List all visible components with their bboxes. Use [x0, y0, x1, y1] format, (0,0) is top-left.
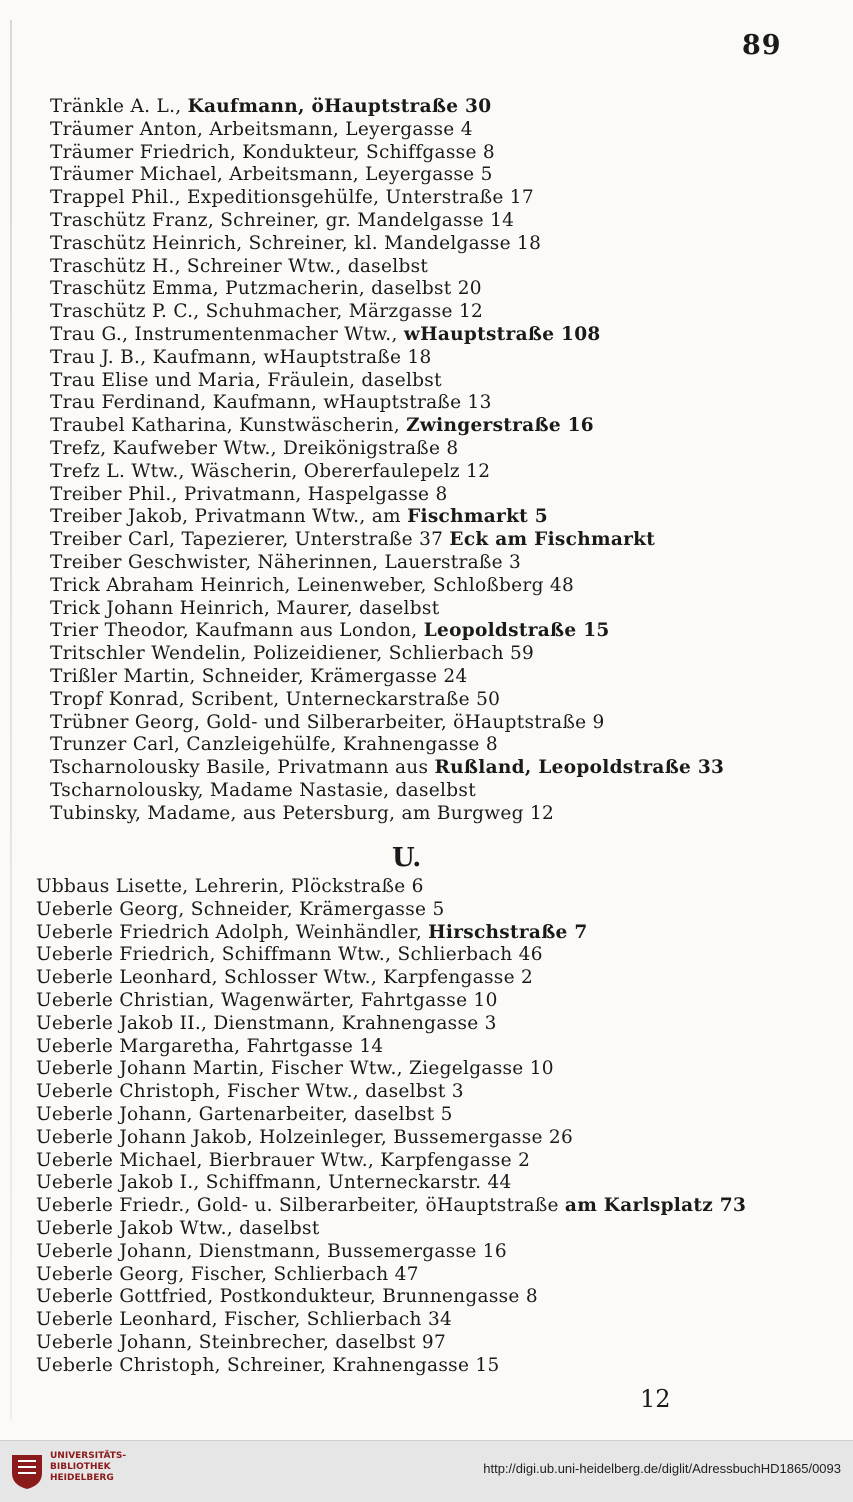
logo-line: BIBLIOTHEK	[50, 1462, 111, 1472]
directory-entry	[50, 164, 493, 186]
entry-bold-text: Zwingerstraße 16	[406, 415, 594, 437]
directory-entry	[50, 324, 601, 346]
entry-bold-text: am Karlsplatz 73	[564, 1195, 747, 1217]
directory-entry	[36, 1036, 383, 1058]
entry-bold-text: Rußland, Leopoldstraße 33	[434, 757, 725, 779]
entry-text: Ueberle Jakob I., Schiffmann, Unterneckarstr. 44	[36, 1172, 512, 1194]
directory-entry	[50, 620, 610, 642]
directory-entry	[50, 233, 541, 255]
logo-line: HEIDELBERG	[50, 1473, 114, 1483]
logo-line: UNIVERSITÄTS-	[50, 1451, 127, 1461]
entry-text: Ueberle Johann, Gartenarbeiter, daselbst 5	[36, 1104, 453, 1125]
directory-entry	[50, 415, 594, 437]
directory-entry	[36, 1172, 512, 1194]
entry-text: Ueberle Johann Jakob, Holzeinleger, Bussemergasse 26	[36, 1126, 574, 1148]
entry-text: Trick Johann Heinrich, Maurer, daselbst	[50, 597, 440, 619]
directory-entry	[36, 1081, 464, 1103]
entry-text: Trau Ferdinand, Kaufmann, wHauptstraße 13	[50, 392, 492, 414]
entry-text: Trick Abraham Heinrich, Leinenweber, Schloßberg 48	[50, 574, 575, 596]
entry-text: Träumer Friedrich, Kondukteur, Schiffgasse 8	[50, 141, 495, 163]
viewer-footer	[0, 1440, 853, 1502]
directory-entry	[36, 1218, 320, 1240]
entry-text: Trier Theodor, Kaufmann aus London,	[50, 620, 424, 642]
directory-entry	[50, 529, 655, 551]
entry-text: Trau G., Instrumentenmacher Wtw.,	[50, 324, 404, 345]
entry-text: Ueberle Christian, Wagenwärter, Fahrtgasse 10	[36, 990, 498, 1011]
entry-text: Trißler Martin, Schneider, Krämergasse 24	[50, 666, 468, 687]
directory-entry	[50, 803, 554, 825]
directory-entry	[36, 967, 533, 989]
entry-text: Traschütz Franz, Schreiner, gr. Mandelgasse 14	[50, 210, 515, 231]
directory-entry	[50, 757, 724, 779]
entry-text: Treiber Phil., Privatmann, Haspelgasse 8	[50, 483, 448, 505]
directory-entry	[50, 689, 500, 711]
directory-entry	[50, 438, 458, 460]
entry-text: Träumer Anton, Arbeitsmann, Leyergasse 4	[50, 118, 473, 140]
directory-entry	[36, 1195, 746, 1217]
entry-bold-text: Kaufmann, öHauptstraße 30	[187, 96, 492, 117]
entry-text: Tropf Konrad, Scribent, Unterneckarstraße 50	[50, 688, 501, 710]
directory-entry	[36, 1058, 554, 1080]
directory-entry	[50, 278, 482, 300]
entry-text: Tscharnolousky, Madame Nastasie, daselbst	[50, 780, 476, 801]
university-seal-icon	[10, 1451, 44, 1491]
entry-text: Traschütz P. C., Schuhmacher, Märzgasse 12	[50, 301, 484, 323]
entry-text: Ueberle Gottfried, Postkondukteur, Brunnengasse 8	[36, 1286, 538, 1308]
directory-entry	[36, 1309, 452, 1331]
directory-entry	[36, 1241, 507, 1263]
entry-text: Treiber Jakob, Privatmann Wtw., am	[50, 506, 408, 528]
directory-entry	[36, 1355, 500, 1377]
entry-text: Ueberle Jakob Wtw., daselbst	[36, 1218, 320, 1239]
directory-entry	[50, 347, 432, 369]
entry-text: Ueberle Christoph, Fischer Wtw., daselbst 3	[36, 1081, 464, 1103]
entry-text: Träumer Michael, Arbeitsmann, Leyergasse 5	[50, 164, 493, 186]
permalink-url[interactable]: http://digi.ub.uni-heidelberg.de/diglit/AdressbuchHD1865/0093	[483, 1461, 841, 1476]
entry-text: Trunzer Carl, Canzleigehülfe, Krahnengasse 8	[50, 734, 498, 756]
directory-entry	[50, 575, 574, 597]
entry-text: Ubbaus Lisette, Lehrerin, Plöckstraße 6	[36, 876, 424, 897]
directory-entry	[50, 484, 448, 506]
directory-entry	[50, 712, 605, 734]
directory-entry	[36, 876, 424, 898]
entry-text: Tränkle A. L.,	[50, 96, 188, 117]
entry-text: Ueberle Johann, Dienstmann, Bussemergasse 16	[36, 1240, 507, 1262]
directory-entry	[36, 1013, 497, 1035]
page-edge-shadow	[10, 20, 12, 1420]
directory-entry	[50, 734, 498, 756]
directory-entry	[36, 922, 588, 944]
directory-entry	[50, 96, 491, 118]
directory-entry	[50, 370, 442, 392]
directory-entry	[50, 506, 548, 528]
entry-text: Traubel Katharina, Kunstwäscherin,	[50, 415, 407, 437]
entry-text: Ueberle Friedrich Adolph, Weinhändler,	[36, 921, 429, 943]
directory-entry	[36, 944, 543, 966]
directory-entry	[36, 1150, 530, 1172]
directory-entry	[50, 666, 468, 688]
entry-text: Ueberle Johann, Steinbrecher, daselbst 97	[36, 1332, 447, 1353]
signature-mark: 12	[640, 1385, 671, 1413]
entry-text: Ueberle Leonhard, Schlosser Wtw., Karpfengasse 2	[36, 967, 534, 989]
directory-entry	[36, 1104, 453, 1126]
entry-text: Ueberle Friedr., Gold- u. Silberarbeiter, öHauptstraße	[36, 1195, 565, 1217]
entry-text: Ueberle Georg, Fischer, Schlierbach 47	[36, 1263, 419, 1285]
entry-text: Ueberle Margaretha, Fahrtgasse 14	[36, 1035, 384, 1057]
directory-entry	[50, 256, 428, 278]
directory-entry	[50, 552, 521, 574]
directory-entry	[50, 598, 439, 620]
entry-text: Traschütz Emma, Putzmacherin, daselbst 20	[50, 278, 482, 300]
entry-text: Trau Elise und Maria, Fräulein, daselbst	[50, 369, 442, 391]
entry-text: Ueberle Leonhard, Fischer, Schlierbach 34	[36, 1309, 453, 1331]
entry-bold-text: Hirschstraße 7	[428, 921, 588, 943]
entry-text: Traschütz H., Schreiner Wtw., daselbst	[50, 255, 429, 277]
directory-entry	[50, 210, 514, 232]
library-logo-text	[50, 1451, 126, 1484]
directory-entry	[50, 392, 492, 414]
entry-text: Ueberle Friedrich, Schiffmann Wtw., Schlierbach 46	[36, 944, 543, 966]
directory-entry	[36, 1332, 446, 1354]
directory-entry	[50, 643, 534, 665]
entry-text: Ueberle Georg, Schneider, Krämergasse 5	[36, 898, 445, 920]
entry-text: Traschütz Heinrich, Schreiner, kl. Mandelgasse 18	[50, 232, 542, 254]
entry-text: Tubinsky, Madame, aus Petersburg, am Burgweg 12	[50, 802, 555, 824]
directory-entry	[50, 301, 483, 323]
section-heading-u: U.	[392, 843, 422, 873]
directory-entry	[50, 187, 534, 209]
directory-entry	[50, 142, 495, 164]
directory-entry	[36, 1127, 573, 1149]
entry-text: Ueberle Christoph, Schreiner, Krahnengasse 15	[36, 1354, 500, 1376]
directory-entry	[36, 1286, 538, 1308]
directory-entry	[36, 899, 445, 921]
directory-entry	[36, 1264, 419, 1286]
entry-bold-text: Eck am Fischmarkt	[449, 529, 656, 551]
directory-entry	[50, 461, 490, 483]
entry-bold-text: Fischmarkt 5	[407, 506, 548, 528]
entry-text: Treiber Geschwister, Näherinnen, Lauerstraße 3	[50, 552, 522, 573]
entry-text: Ueberle Johann Martin, Fischer Wtw., Ziegelgasse 10	[36, 1058, 554, 1080]
page-number: 89	[742, 30, 782, 61]
entry-text: Treiber Carl, Tapezierer, Unterstraße 37	[50, 529, 450, 551]
entry-text: Trau J. B., Kaufmann, wHauptstraße 18	[50, 346, 432, 368]
entry-text: Tscharnolousky Basile, Privatmann aus	[50, 757, 435, 779]
entry-bold-text: Leopoldstraße 15	[423, 620, 610, 642]
entry-text: Trappel Phil., Expeditionsgehülfe, Unterstraße 17	[50, 187, 534, 209]
entry-text: Ueberle Michael, Bierbrauer Wtw., Karpfengasse 2	[36, 1149, 531, 1171]
entry-text: Trefz L. Wtw., Wäscherin, Obererfaulepelz 12	[50, 460, 491, 482]
entry-text: Tritschler Wendelin, Polizeidiener, Schlierbach 59	[50, 643, 535, 665]
entry-text: Ueberle Jakob II., Dienstmann, Krahnengasse 3	[36, 1012, 497, 1034]
entry-bold-text: wHauptstraße 108	[403, 324, 601, 345]
entry-text: Trefz, Kaufweber Wtw., Dreikönigstraße 8	[50, 438, 459, 459]
directory-entry	[36, 990, 498, 1012]
directory-entry	[50, 119, 473, 141]
directory-entry	[50, 780, 476, 802]
entry-text: Trübner Georg, Gold- und Silberarbeiter, öHauptstraße 9	[50, 711, 605, 733]
